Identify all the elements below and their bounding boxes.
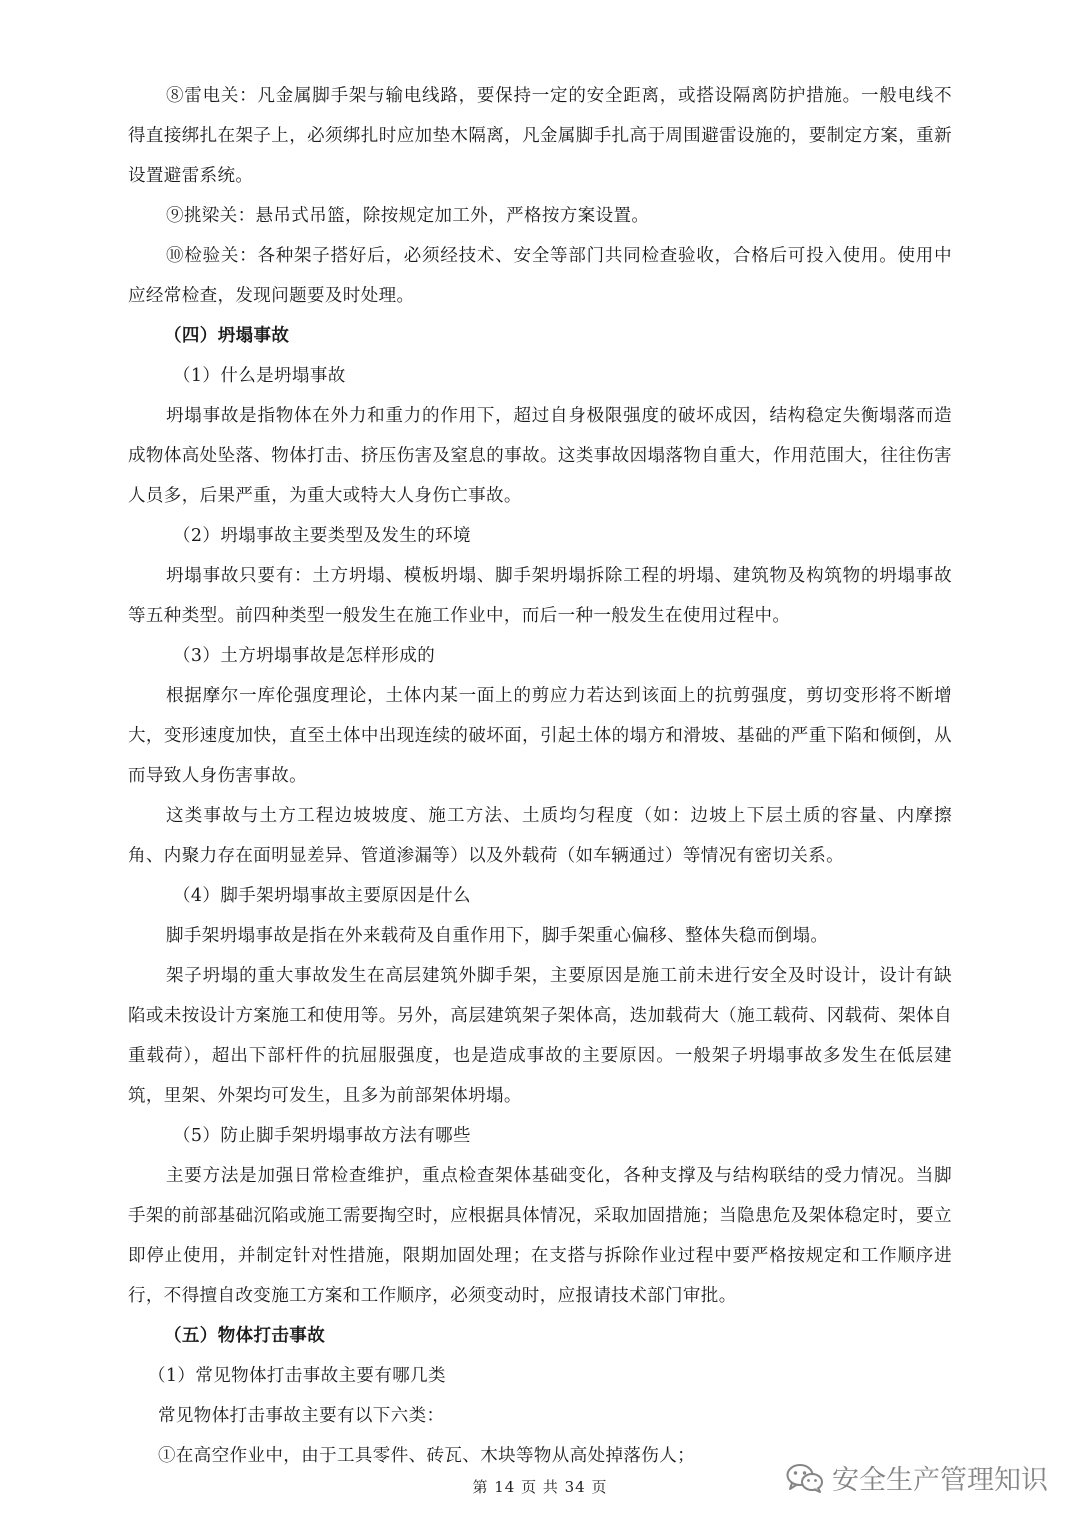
subheading-earth-collapse: （3）土方坍塌事故是怎样形成的 — [173, 646, 436, 666]
section-heading-collapse: （四）坍塌事故 — [164, 326, 290, 346]
list-item-strike-1: ①在高空作业中，由于工具零件、砖瓦、木块等物从高处掉落伤人； — [158, 1446, 695, 1466]
paragraph-collapse-definition: 坍塌事故是指物体在外力和重力的作用下，超过自身极限强度的破坏成因，结构稳定失衡塌落而造成物体高处坠落、物体打击、挤压伤害及窒息的事故。这类事故因塌落物自重大，作用范围大，往往伤害人员多，后果严重，为重大或特大人身伤亡事故。 — [128, 406, 952, 506]
paragraph-collapse-types: 坍塌事故只要有：土方坍塌、模板坍塌、脚手架坍塌拆除工程的坍塌、建筑物及构筑物的坍塌事故等五种类型。前四种类型一般发生在施工作业中，而后一种一般发生在使用过程中。 — [128, 566, 952, 626]
paragraph-earth-factors: 这类事故与土方工程边坡坡度、施工方法、土质均匀程度（如：边坡上下层土质的容量、内摩擦角、内聚力存在面明显差异、管道渗漏等）以及外载荷（如车辆通过）等情况有密切关系。 — [128, 806, 952, 866]
paragraph-mohr-coulomb: 根据摩尔一库伦强度理论，土体内某一面上的剪应力若达到该面上的抗剪强度，剪切变形将不断增大，变形速度加快，直至土体中出现连续的破坏面，引起土体的塌方和滑坡、基础的严重下陷和倾倒，从而导致人身伤害事故。 — [128, 686, 952, 786]
paragraph-scaffold-definition: 脚手架坍塌事故是指在外来载荷及自重作用下，脚手架重心偏移、整体失稳而倒塌。 — [166, 926, 829, 946]
document-body — [128, 76, 952, 1476]
paragraph-inspection: ⑩检验关：各种架子搭好后，必须经技术、安全等部门共同检查验收，合格后可投入使用。使用中应经常检查，发现问题要及时处理。 — [128, 246, 952, 306]
paragraph-strike-intro: 常见物体打击事故主要有以下六类： — [158, 1406, 445, 1426]
watermark — [786, 1458, 1048, 1497]
subheading-collapse-types: （2）坍塌事故主要类型及发生的环境 — [173, 526, 471, 546]
subheading-what-is-collapse: （1）什么是坍塌事故 — [173, 366, 346, 386]
paragraph-cantilever: ⑨挑梁关：悬吊式吊篮，除按规定加工外，严格按方案设置。 — [166, 206, 650, 226]
subheading-strike-types: （1）常见物体打击事故主要有哪几类 — [148, 1366, 446, 1386]
subheading-scaffold-prevention: （5）防止脚手架坍塌事故方法有哪些 — [173, 1126, 471, 1146]
paragraph-scaffold-causes: 架子坍塌的重大事故发生在高层建筑外脚手架，主要原因是施工前未进行安全及时设计，设计有缺陷或未按设计方案施工和使用等。另外，高层建筑架子架体高，迭加载荷大（施工载荷、冈载荷、架体自重载荷），超出下部杆件的抗屈服强度，也是造成事故的主要原因。一般架子坍塌事故多发生在低层建筑，里架、外架均可发生，且多为前部架体坍塌。 — [128, 966, 952, 1106]
page-number-footer: 第 14 页 共 34 页 — [472, 1478, 608, 1496]
paragraph-lightning: ⑧雷电关：凡金属脚手架与输电线路，要保持一定的安全距离，或搭设隔离防护措施。一般电线不得直接绑扎在架子上，必须绑扎时应加垫木隔离，凡金属脚手扎高于周围避雷设施的，要制定方案，重新设置避雷系统。 — [128, 86, 952, 186]
wechat-icon — [786, 1463, 824, 1493]
paragraph-scaffold-prevention: 主要方法是加强日常检查维护，重点检查架体基础变化，各种支撑及与结构联结的受力情况。当脚手架的前部基础沉陷或施工需要掏空时，应根据具体情况，采取加固措施；当隐患危及架体稳定时，要立即停止使用，并制定针对性措施，限期加固处理；在支搭与拆除作业过程中要严格按规定和工作顺序进行，不得擅自改变施工方案和工作顺序，必须变动时，应报请技术部门审批。 — [128, 1166, 952, 1306]
subheading-scaffold-causes: （4）脚手架坍塌事故主要原因是什么 — [173, 886, 471, 906]
section-heading-object-strike: （五）物体打击事故 — [164, 1326, 326, 1346]
watermark-text: 安全生产管理知识 — [832, 1465, 1048, 1496]
